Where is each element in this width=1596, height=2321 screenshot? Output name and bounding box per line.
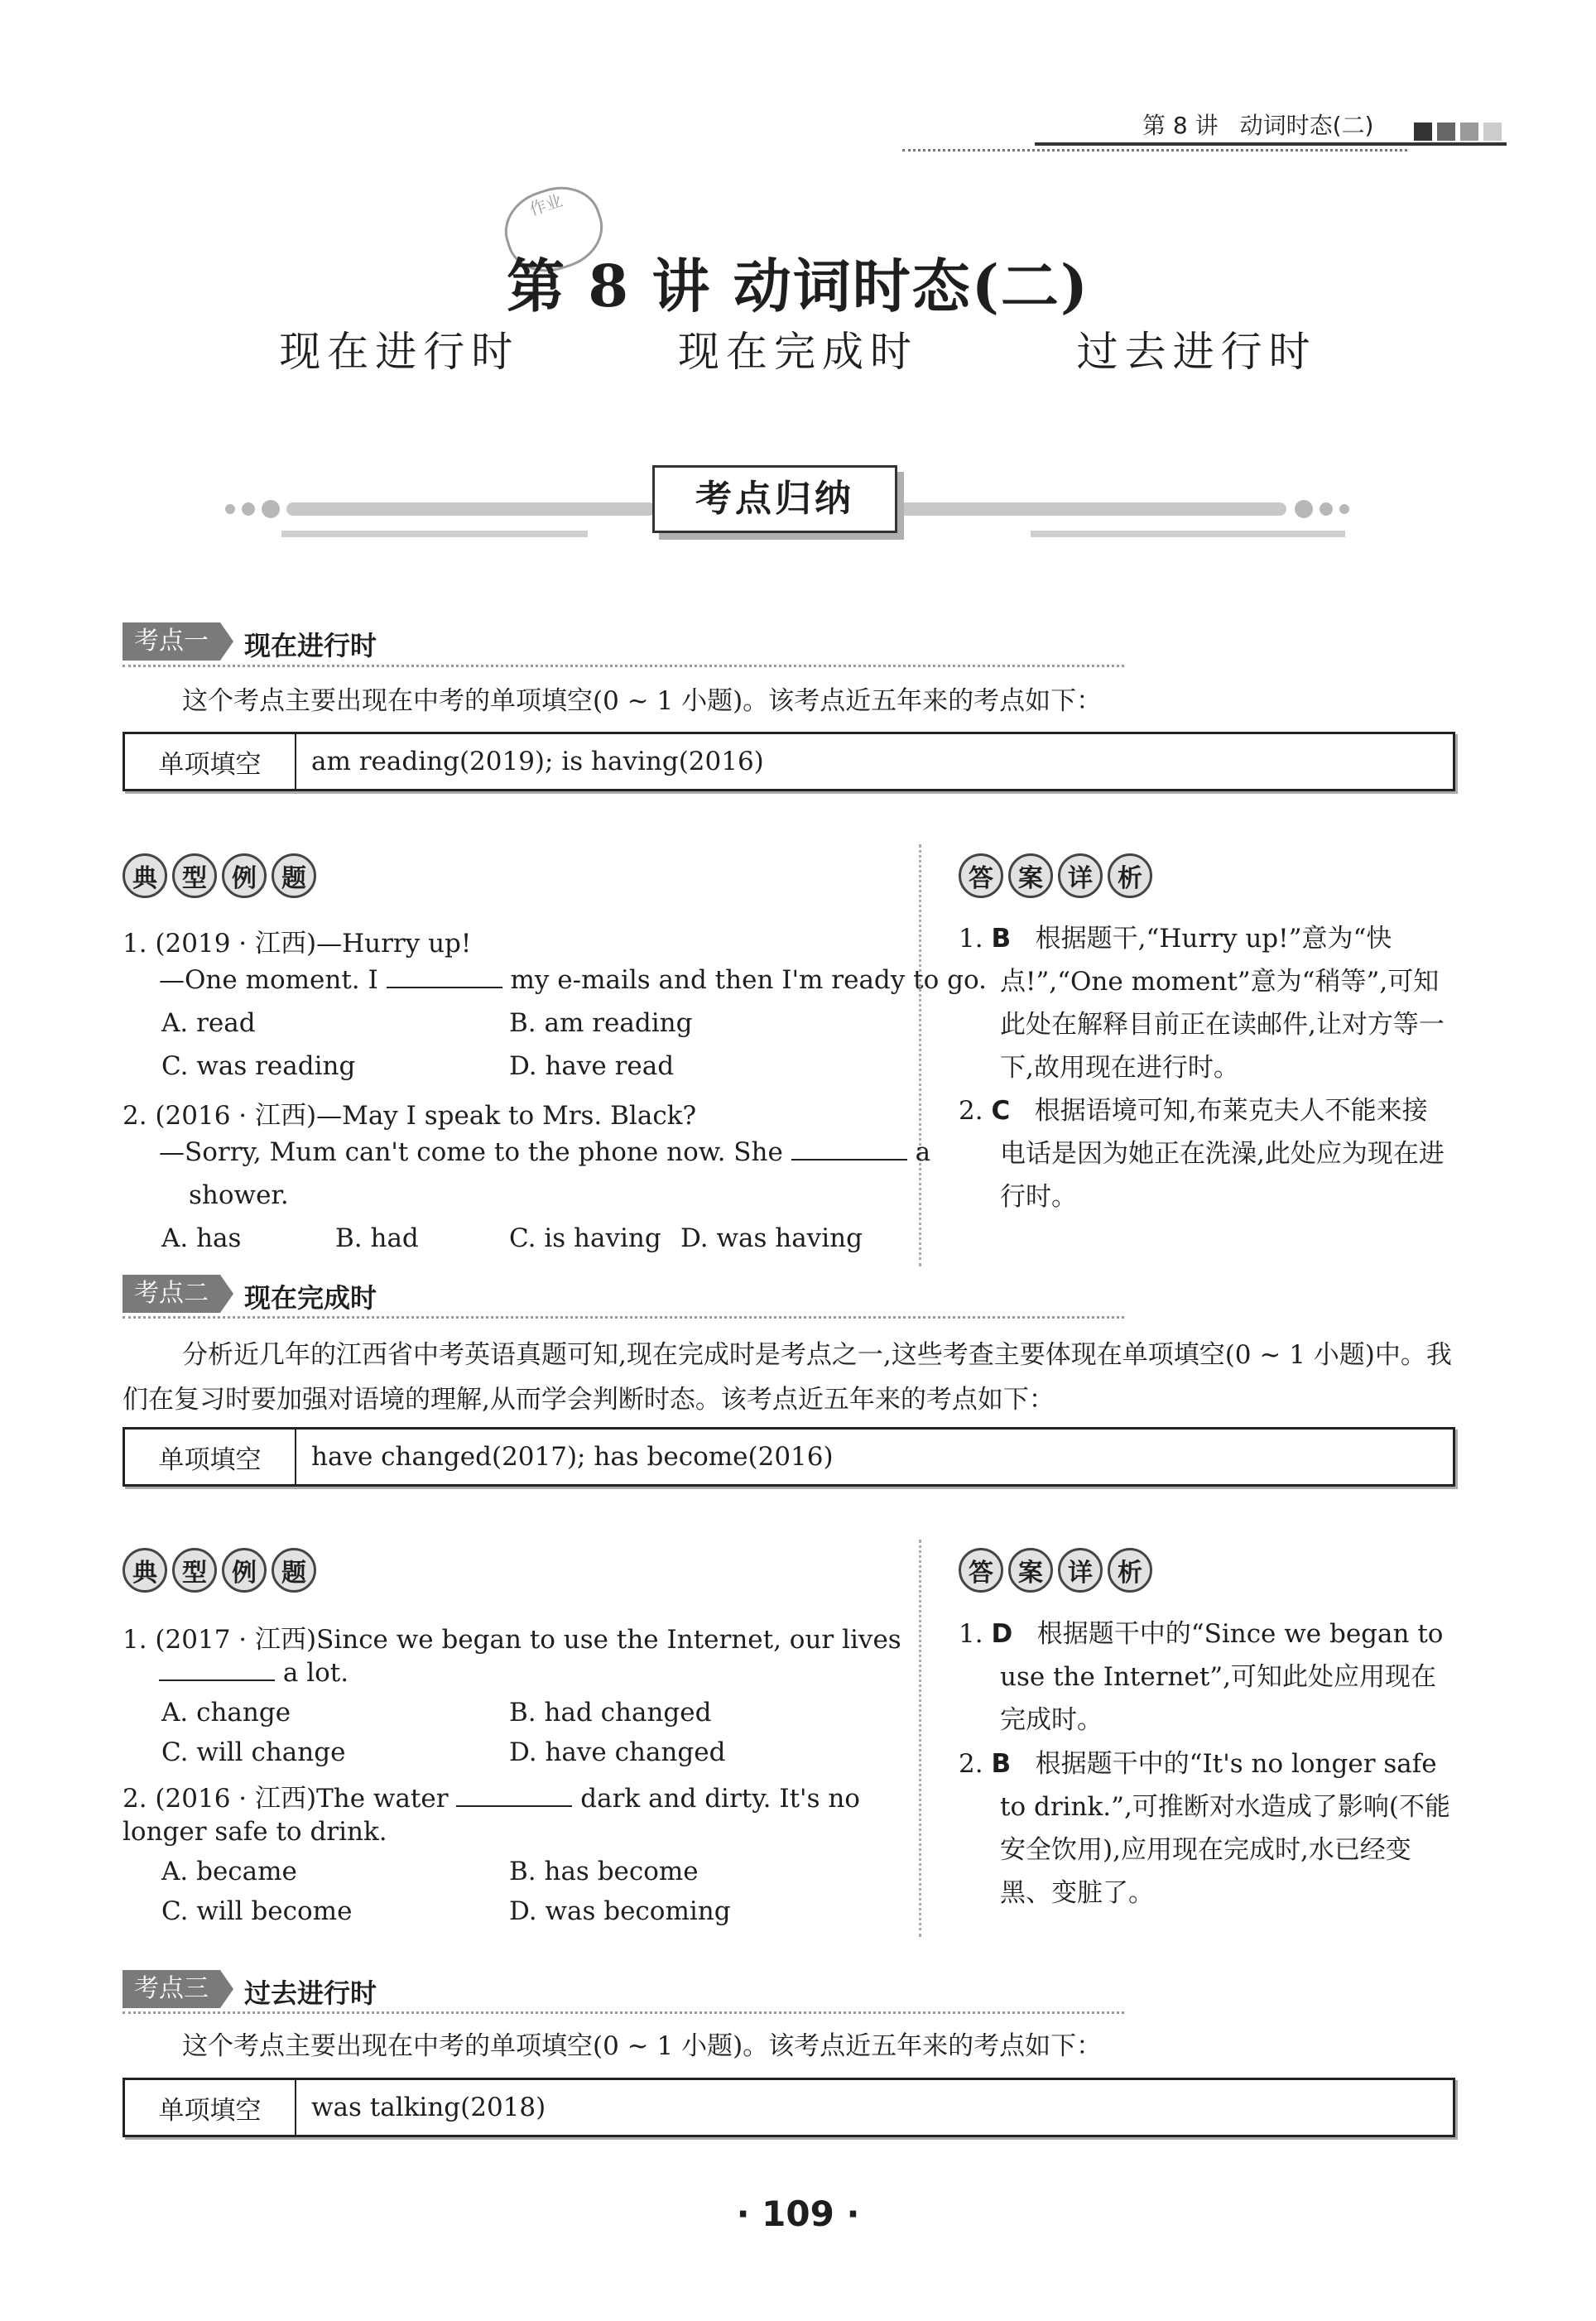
option: C. was reading: [161, 1051, 356, 1081]
option: A. became: [161, 1857, 297, 1886]
header-block: [1483, 123, 1502, 141]
question-stem: 2. (2016 · 江西)The water dark and dirty. It's no: [123, 1784, 860, 1814]
option: A. change: [161, 1698, 291, 1728]
heading-char: 型: [172, 1548, 217, 1593]
heading-char: 典: [123, 1548, 167, 1593]
answer-item: 1. B 根据题干,“Hurry up!”意为“快点!”,“One moment”意为“稍等”,可知此处在解释目前正在读邮件,让对方等一下,故用现在进行时。: [959, 924, 1445, 1083]
option: A. read: [161, 1008, 256, 1038]
summary-banner: 考点归纳: [652, 465, 897, 533]
option: C. is having: [509, 1223, 661, 1253]
option: A. has: [161, 1223, 242, 1253]
heading-char: 答: [959, 1548, 1003, 1593]
section-underline: [123, 665, 1124, 667]
option: D. was becoming: [509, 1896, 731, 1926]
heading-char: 题: [272, 853, 316, 898]
answer-heading: [959, 853, 1152, 898]
option: D. have changed: [509, 1737, 726, 1767]
option: B. am reading: [509, 1008, 693, 1038]
answer-heading: [959, 1548, 1152, 1593]
question-stem: 1. (2019 · 江西)—Hurry up!: [123, 929, 472, 959]
heading-char: 案: [1008, 1548, 1053, 1593]
section-intro: 分析近几年的江西省中考英语真题可知,现在完成时是考点之一,这些考查主要体现在单项填空(0 ~ 1 小题)中。我们在复习时要加强对语境的理解,从而学会判断时态。该考点近五年来的考点如下：: [123, 1340, 1452, 1415]
option: B. had: [335, 1223, 419, 1253]
banner-left-decoration: [225, 497, 656, 521]
running-header: [1142, 108, 1373, 141]
question-stem: 1. (2017 · 江西)Since we began to use the Internet, our lives: [123, 1625, 901, 1655]
heading-char: 题: [272, 1548, 316, 1593]
option: C. will change: [161, 1737, 346, 1767]
section-intro: 这个考点主要出现在中考的单项填空(0 ~ 1 小题)。该考点近五年来的考点如下：: [182, 2031, 1103, 2061]
exam-point-table: [123, 2078, 1455, 2137]
heading-char: 析: [1108, 853, 1152, 898]
question-line: a lot.: [159, 1658, 349, 1688]
homework-stamp: 作业: [495, 175, 613, 283]
heading-char: 例: [222, 1548, 267, 1593]
header-topic: 动词时态(二): [1239, 112, 1374, 139]
exam-point-table: [123, 732, 1455, 791]
banner-underline-right: [1031, 531, 1345, 537]
question-line: shower.: [189, 1180, 289, 1210]
answer-blank: [791, 1137, 907, 1160]
option: D. have read: [509, 1051, 675, 1081]
table-content-cell: was talking(2018): [311, 2093, 546, 2122]
table-type-cell: 单项填空: [125, 2080, 296, 2135]
header-decoration-blocks: [1414, 123, 1502, 141]
option: B. has become: [509, 1857, 699, 1886]
option: C. will become: [161, 1896, 353, 1926]
header-rule: [1035, 142, 1507, 146]
table-content-cell: have changed(2017); has become(2016): [311, 1442, 834, 1472]
header-block: [1437, 123, 1455, 141]
table-type-cell: 单项填空: [125, 734, 296, 789]
header-block: [1460, 123, 1478, 141]
heading-char: 析: [1108, 1548, 1152, 1593]
table-type-cell: 单项填空: [125, 1430, 296, 1484]
answer-blank: [159, 1658, 275, 1681]
section-badge: 考点三: [123, 1970, 220, 2008]
answer-item: 2. B 根据题干中的“It's no longer safe to drink.”,可推断对水造成了影响(不能安全饮用),应用现在完成时,水已经变黑、变脏了。: [959, 1749, 1450, 1908]
heading-char: 例: [222, 853, 267, 898]
banner-right-decoration: [894, 497, 1349, 521]
question-stem: 2. (2016 · 江西)—May I speak to Mrs. Black?: [123, 1101, 697, 1131]
section-title: 现在进行时: [244, 630, 377, 661]
table-content-cell: am reading(2019); is having(2016): [311, 747, 764, 776]
exam-point-table: [123, 1427, 1455, 1487]
question-line: —One moment. I my e-mails and then I'm ready to go.: [159, 965, 987, 995]
answer-blank: [387, 965, 502, 988]
header-block: [1414, 123, 1432, 141]
section-title: 过去进行时: [244, 1977, 377, 2009]
answer-blank: [456, 1784, 572, 1807]
answer-item: 2. C 根据语境可知,布莱克夫人不能来接电话是因为她正在洗澡,此处应为现在进行时。: [959, 1096, 1445, 1212]
question-line: —Sorry, Mum can't come to the phone now. She a: [159, 1137, 931, 1167]
heading-char: 详: [1058, 1548, 1103, 1593]
section-intro: 这个考点主要出现在中考的单项填空(0 ~ 1 小题)。该考点近五年来的考点如下：: [182, 686, 1103, 716]
section-badge: 考点二: [123, 1275, 220, 1313]
heading-char: 典: [123, 853, 167, 898]
column-divider: [919, 844, 921, 1266]
lecture-subtitle: 现在进行时 现在完成时 过去进行时: [279, 328, 1317, 376]
heading-char: 答: [959, 853, 1003, 898]
section-underline: [123, 1316, 1124, 1319]
heading-char: 型: [172, 853, 217, 898]
banner-underline-left: [281, 531, 588, 537]
question-line: longer safe to drink.: [123, 1817, 387, 1847]
page-number: · 109 ·: [736, 2194, 860, 2234]
option: B. had changed: [509, 1698, 712, 1728]
section-badge: 考点一: [123, 622, 220, 661]
example-heading: [123, 853, 316, 898]
example-heading: [123, 1548, 316, 1593]
answer-item: 1. D 根据题干中的“Since we began to use the Internet”,可知此处应用现在完成时。: [959, 1619, 1444, 1735]
option: D. was having: [680, 1223, 863, 1253]
section-title: 现在完成时: [244, 1282, 377, 1314]
section-underline: [123, 2011, 1124, 2014]
column-divider: [919, 1540, 921, 1937]
header-lecture-no: 第 8 讲: [1142, 112, 1219, 139]
lecture-title: 第 8 讲 动词时态(二): [506, 252, 1090, 320]
heading-char: 案: [1008, 853, 1053, 898]
header-dotted-rule: [902, 149, 1407, 151]
heading-char: 详: [1058, 853, 1103, 898]
